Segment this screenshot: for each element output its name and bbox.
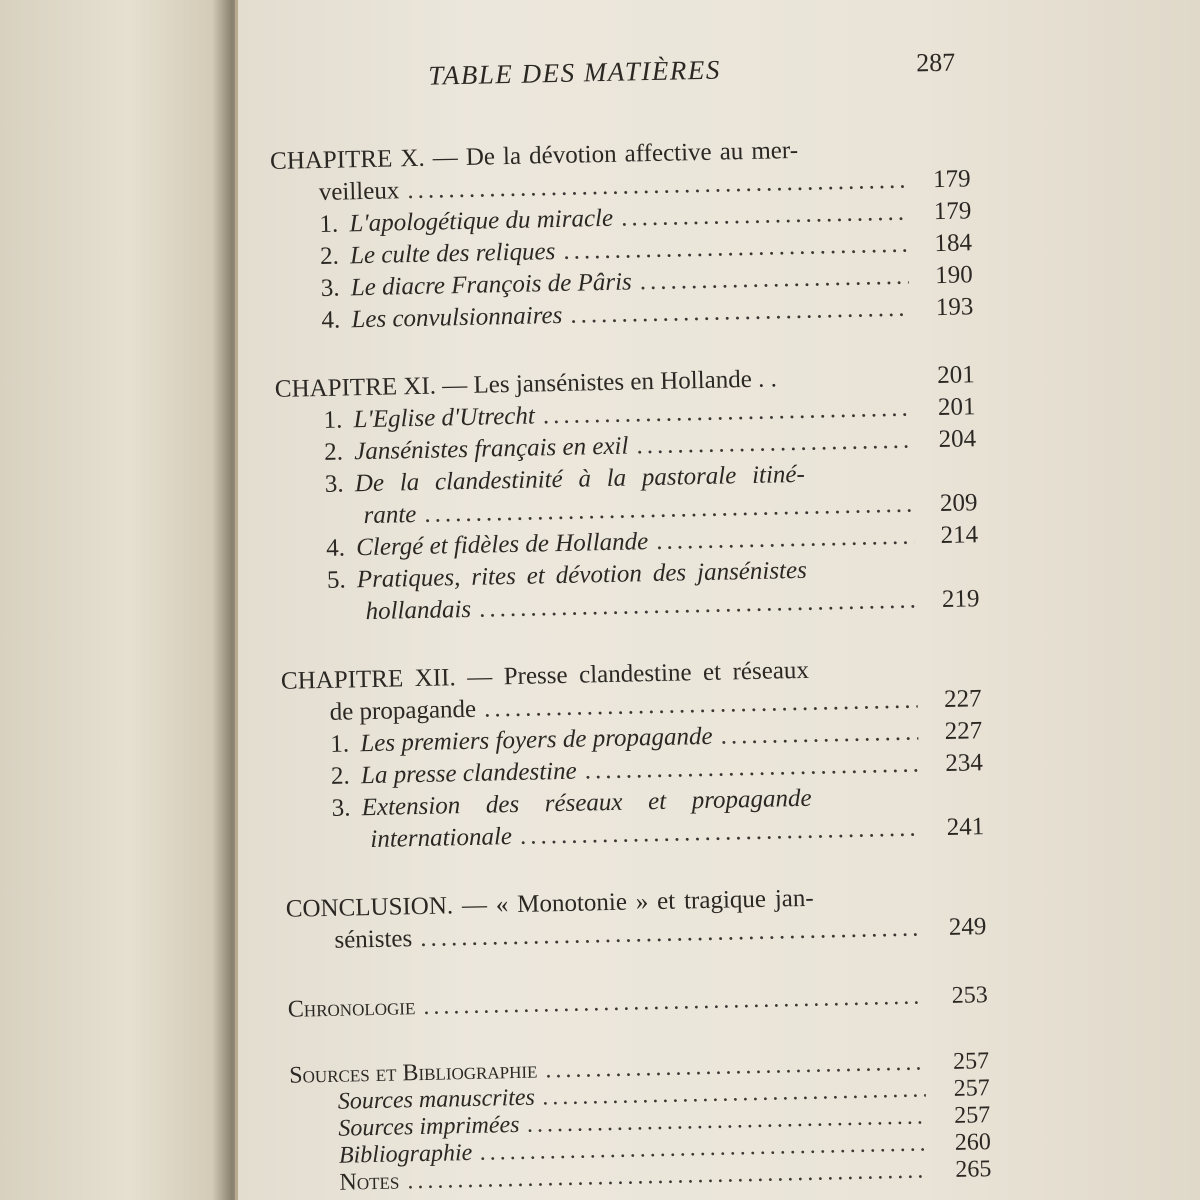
toc-entry: 4. Les convulsionnaires ..... 193 — [273, 291, 974, 338]
toc-entry: veilleux ..... 179 — [270, 163, 971, 210]
toc-entry: 2. La presse clandestine ..... 234 — [283, 747, 984, 794]
toc-entry: de propagande ..... 227 — [281, 683, 982, 730]
right-page — [238, 0, 1200, 1200]
toc-entry: 2. Jansénistes français en exil ..... 204 — [276, 423, 977, 470]
toc-entry: Bibliographie ..... 260 — [291, 1129, 991, 1171]
notes-entry: Notes ..... 265 — [291, 1156, 991, 1198]
sources-entry: Sources et Bibliographie ..... 257 — [289, 1047, 989, 1090]
toc-entry-wrap: 3. Extension des réseaux et propagande — [331, 784, 812, 822]
toc-entry: sénistes ..... 249 — [286, 911, 987, 958]
toc-entry: 1. L'apologétique du miracle ..... 179 — [271, 195, 972, 242]
toc-entry: Sources imprimées ..... 257 — [290, 1102, 990, 1144]
toc-entry-wrap: 5. Pratiques, rites et dévotion des jansénistes — [326, 556, 808, 594]
chapter-xii — [281, 651, 985, 858]
book-gutter — [212, 0, 235, 1200]
entry-page: 179 — [932, 165, 971, 194]
toc-entry: Sources manuscrites ..... 257 — [290, 1075, 990, 1117]
chapter-xi — [275, 359, 980, 630]
left-page — [0, 0, 235, 1200]
toc-entry: 2. Le culte des reliques ..... 184 — [272, 227, 973, 274]
toc-entry: rante ..... 209 — [277, 487, 978, 534]
toc-entry: 1. Les premiers foyers de propagande ..... 227 — [282, 715, 983, 762]
page-number: 287 — [915, 47, 956, 78]
toc-entry: internationale ..... 241 — [284, 811, 985, 858]
toc-entry: 4. Clergé et fidèles de Hollande ..... 214 — [278, 519, 979, 566]
toc-entry-wrap: 3. De la clandestinité à la pastorale itiné- — [324, 460, 806, 498]
running-title: TABLE DES MATIÈRES — [428, 54, 722, 91]
toc-entry: 3. Le diacre François de Pâris ..... 190 — [272, 259, 973, 306]
table-of-contents — [268, 45, 992, 1197]
toc-entry: 1. L'Eglise d'Utrecht ..... 201 — [275, 391, 976, 438]
chapter-heading: CHAPITRE XI. — Les jansénistes en Hollande . . 201 — [274, 361, 976, 403]
page-header — [268, 45, 969, 132]
chapter-x — [270, 131, 974, 338]
chapter-heading: CHAPITRE X. — De la dévotion affective au mer- — [269, 136, 799, 175]
conclusion-heading: CONCLUSION. — « Monotonie » et tragique jan- — [285, 884, 814, 923]
chapter-heading: CHAPITRE XII. — Presse clandestine et réseaux — [280, 656, 810, 695]
toc-entry: hollandais ..... 219 — [279, 583, 980, 630]
chronologie-entry: Chronologie ..... 253 — [288, 979, 989, 1026]
